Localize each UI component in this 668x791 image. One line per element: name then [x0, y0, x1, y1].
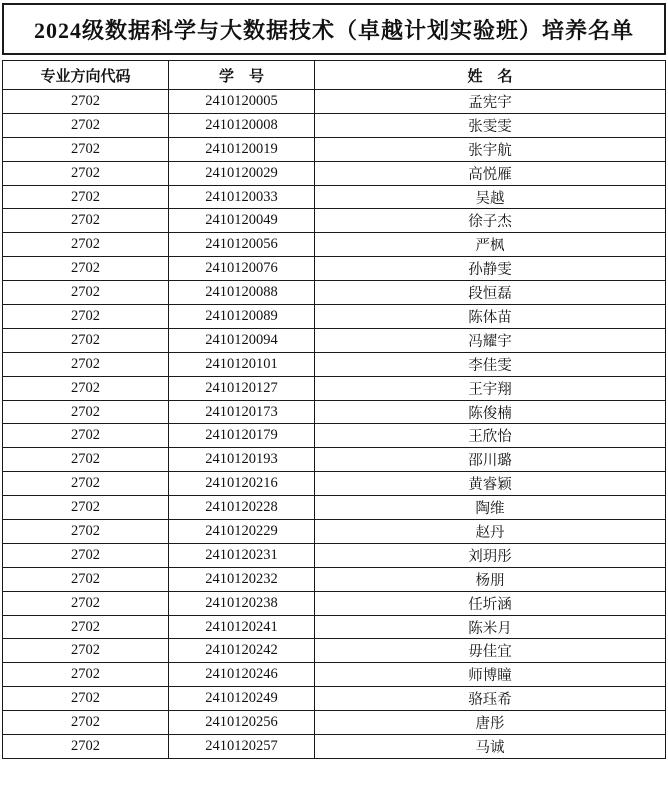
student-id-cell: 2410120256: [169, 711, 315, 735]
name-cell: 冯耀宇: [315, 328, 666, 352]
name-cell: 徐子杰: [315, 209, 666, 233]
roster-table: [2, 60, 666, 759]
table-row: [3, 352, 666, 376]
table-row: [3, 233, 666, 257]
name-cell: 任圻涵: [315, 591, 666, 615]
major-code-cell: 2702: [3, 424, 169, 448]
table-row: [3, 543, 666, 567]
table-row: [3, 615, 666, 639]
name-cell: 唐彤: [315, 711, 666, 735]
name-cell: 张雯雯: [315, 113, 666, 137]
name-cell: 严枫: [315, 233, 666, 257]
student-id-cell: 2410120232: [169, 567, 315, 591]
major-code-cell: 2702: [3, 352, 169, 376]
name-cell: 王欣怡: [315, 424, 666, 448]
student-id-cell: 2410120193: [169, 448, 315, 472]
name-cell: 段恒磊: [315, 281, 666, 305]
name-cell: 邵川璐: [315, 448, 666, 472]
table-row: [3, 305, 666, 329]
name-cell: 马诚: [315, 735, 666, 759]
major-code-cell: 2702: [3, 663, 169, 687]
table-row: [3, 663, 666, 687]
major-code-cell: 2702: [3, 400, 169, 424]
major-code-cell: 2702: [3, 257, 169, 281]
major-code-cell: 2702: [3, 543, 169, 567]
student-id-cell: 2410120246: [169, 663, 315, 687]
table-row: [3, 185, 666, 209]
table-row: [3, 257, 666, 281]
student-id-cell: 2410120249: [169, 687, 315, 711]
table-row: [3, 209, 666, 233]
table-row: [3, 113, 666, 137]
name-cell: 陈体苗: [315, 305, 666, 329]
student-id-cell: 2410120241: [169, 615, 315, 639]
table-row: [3, 711, 666, 735]
table-row: [3, 687, 666, 711]
major-code-cell: 2702: [3, 161, 169, 185]
table-row: [3, 472, 666, 496]
name-cell: 高悦雁: [315, 161, 666, 185]
major-code-cell: 2702: [3, 209, 169, 233]
major-code-cell: 2702: [3, 639, 169, 663]
major-code-cell: 2702: [3, 448, 169, 472]
name-cell: 李佳雯: [315, 352, 666, 376]
document-title: 2024级数据科学与大数据技术（卓越计划实验班）培养名单: [2, 3, 666, 55]
major-code-cell: 2702: [3, 137, 169, 161]
student-id-cell: 2410120228: [169, 496, 315, 520]
major-code-cell: 2702: [3, 496, 169, 520]
table-row: [3, 448, 666, 472]
major-code-cell: 2702: [3, 735, 169, 759]
table-row: [3, 591, 666, 615]
student-id-cell: 2410120173: [169, 400, 315, 424]
major-code-cell: 2702: [3, 472, 169, 496]
student-id-cell: 2410120008: [169, 113, 315, 137]
major-code-cell: 2702: [3, 113, 169, 137]
student-id-cell: 2410120029: [169, 161, 315, 185]
name-cell: 吴越: [315, 185, 666, 209]
table-row: [3, 376, 666, 400]
header-name: 姓 名: [315, 61, 666, 90]
student-id-cell: 2410120242: [169, 639, 315, 663]
student-id-cell: 2410120101: [169, 352, 315, 376]
name-cell: 杨朋: [315, 567, 666, 591]
header-major-code: 专业方向代码: [3, 61, 169, 90]
name-cell: 赵丹: [315, 520, 666, 544]
table-row: [3, 496, 666, 520]
table-row: [3, 424, 666, 448]
name-cell: 刘玥彤: [315, 543, 666, 567]
student-id-cell: 2410120056: [169, 233, 315, 257]
major-code-cell: 2702: [3, 567, 169, 591]
major-code-cell: 2702: [3, 305, 169, 329]
major-code-cell: 2702: [3, 376, 169, 400]
major-code-cell: 2702: [3, 615, 169, 639]
student-id-cell: 2410120127: [169, 376, 315, 400]
major-code-cell: 2702: [3, 328, 169, 352]
major-code-cell: 2702: [3, 591, 169, 615]
major-code-cell: 2702: [3, 185, 169, 209]
student-id-cell: 2410120094: [169, 328, 315, 352]
table-row: [3, 281, 666, 305]
name-cell: 陶维: [315, 496, 666, 520]
name-cell: 黄睿颖: [315, 472, 666, 496]
name-cell: 孟宪宇: [315, 90, 666, 114]
student-id-cell: 2410120238: [169, 591, 315, 615]
major-code-cell: 2702: [3, 711, 169, 735]
student-id-cell: 2410120089: [169, 305, 315, 329]
name-cell: 陈俊楠: [315, 400, 666, 424]
header-row: [3, 61, 666, 90]
student-id-cell: 2410120216: [169, 472, 315, 496]
table-row: [3, 400, 666, 424]
table-row: [3, 567, 666, 591]
roster-table-header: [3, 61, 666, 90]
student-id-cell: 2410120019: [169, 137, 315, 161]
student-id-cell: 2410120088: [169, 281, 315, 305]
student-id-cell: 2410120076: [169, 257, 315, 281]
table-row: [3, 137, 666, 161]
major-code-cell: 2702: [3, 233, 169, 257]
name-cell: 陈米月: [315, 615, 666, 639]
table-row: [3, 735, 666, 759]
table-row: [3, 520, 666, 544]
header-student-id: 学 号: [169, 61, 315, 90]
major-code-cell: 2702: [3, 281, 169, 305]
name-cell: 师博瞳: [315, 663, 666, 687]
student-id-cell: 2410120179: [169, 424, 315, 448]
student-id-cell: 2410120005: [169, 90, 315, 114]
student-id-cell: 2410120229: [169, 520, 315, 544]
major-code-cell: 2702: [3, 90, 169, 114]
name-cell: 骆珏希: [315, 687, 666, 711]
name-cell: 王宇翔: [315, 376, 666, 400]
student-id-cell: 2410120231: [169, 543, 315, 567]
roster-table-body: [3, 90, 666, 759]
student-id-cell: 2410120049: [169, 209, 315, 233]
table-row: [3, 328, 666, 352]
table-row: [3, 639, 666, 663]
major-code-cell: 2702: [3, 687, 169, 711]
student-id-cell: 2410120033: [169, 185, 315, 209]
name-cell: 毋佳宜: [315, 639, 666, 663]
table-row: [3, 90, 666, 114]
major-code-cell: 2702: [3, 520, 169, 544]
name-cell: 张宇航: [315, 137, 666, 161]
table-row: [3, 161, 666, 185]
student-id-cell: 2410120257: [169, 735, 315, 759]
name-cell: 孙静雯: [315, 257, 666, 281]
